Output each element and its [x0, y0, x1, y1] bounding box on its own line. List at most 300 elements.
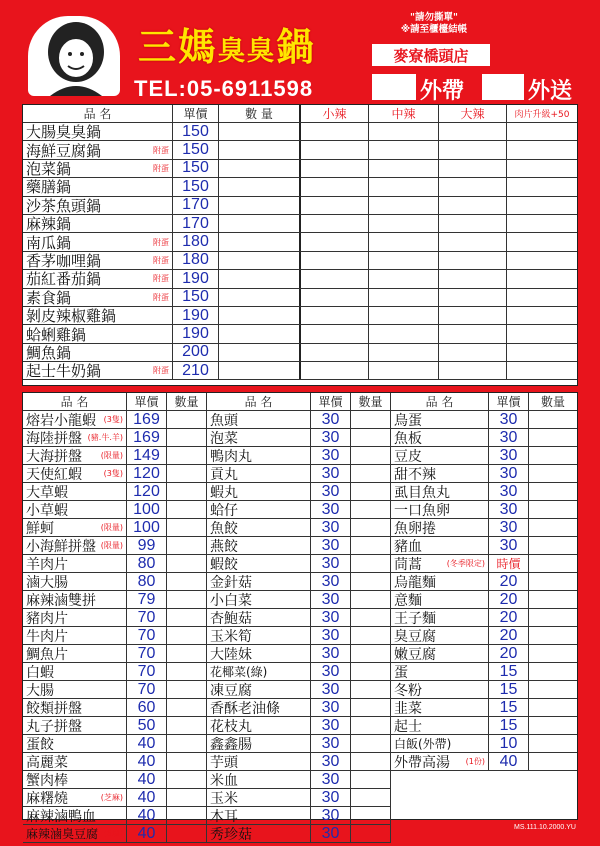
item-name-text: 蛋: [394, 664, 408, 680]
medium-field[interactable]: [369, 233, 439, 250]
hot-field[interactable]: [439, 178, 507, 195]
hot-field[interactable]: [439, 325, 507, 342]
item-price: 30: [311, 735, 351, 752]
qty-field[interactable]: [219, 215, 301, 232]
qty-field[interactable]: [529, 501, 577, 518]
side-row: [23, 663, 207, 681]
qty-field[interactable]: [219, 325, 301, 342]
item-name-text: 木耳: [210, 808, 238, 824]
hot-field[interactable]: [439, 270, 507, 287]
pot-row: [23, 178, 577, 196]
item-name-text: 羊肉片: [26, 556, 68, 572]
qty-field[interactable]: [167, 753, 207, 770]
mild-field[interactable]: [301, 123, 369, 140]
item-price: 80: [127, 555, 167, 572]
side-row: [207, 501, 391, 519]
qty-field[interactable]: [167, 771, 207, 788]
item-name-text: 鳥蛋: [394, 412, 422, 428]
hot-field[interactable]: [439, 141, 507, 158]
item-price: 30: [311, 717, 351, 734]
item-name-text: 豬血: [394, 538, 422, 554]
qty-field[interactable]: [351, 663, 391, 680]
item-name: [391, 717, 489, 734]
meat-upgrade-field[interactable]: [507, 215, 577, 232]
qty-field[interactable]: [167, 573, 207, 590]
qty-field[interactable]: [529, 753, 577, 770]
qty-field[interactable]: [167, 411, 207, 428]
meat-upgrade-field[interactable]: [507, 197, 577, 214]
meat-upgrade-field[interactable]: [507, 252, 577, 269]
item-name-text: 大草蝦: [26, 484, 68, 500]
item-price: 30: [311, 573, 351, 590]
side-row: [207, 591, 391, 609]
qty-field[interactable]: [351, 789, 391, 806]
qty-field[interactable]: [529, 681, 577, 698]
footer-code: MS.111.10.2000.YU: [513, 824, 576, 831]
side-row: [207, 555, 391, 573]
qty-field[interactable]: [167, 645, 207, 662]
medium-field[interactable]: [369, 141, 439, 158]
side-row: [391, 483, 577, 501]
qty-field[interactable]: [351, 411, 391, 428]
side-row: [391, 663, 577, 681]
medium-field[interactable]: [369, 307, 439, 324]
item-price: 190: [173, 307, 219, 324]
mild-field[interactable]: [301, 197, 369, 214]
qty-field[interactable]: [351, 465, 391, 482]
side-row: [23, 483, 207, 501]
item-name-text: 海陸拼盤: [26, 430, 82, 446]
side-header-row: [23, 393, 207, 411]
delivery-label: 外送: [528, 78, 573, 103]
qty-field[interactable]: [529, 573, 577, 590]
qty-field[interactable]: [219, 141, 301, 158]
item-name: [23, 252, 173, 269]
item-name-text: 鑫鑫腸: [210, 736, 252, 752]
qty-field[interactable]: [351, 483, 391, 500]
mild-field[interactable]: [301, 252, 369, 269]
qty-field[interactable]: [529, 699, 577, 716]
qty-field[interactable]: [351, 717, 391, 734]
medium-field[interactable]: [369, 252, 439, 269]
qty-field[interactable]: [167, 519, 207, 536]
medium-field[interactable]: [369, 270, 439, 287]
qty-field[interactable]: [219, 270, 301, 287]
side-row: [207, 447, 391, 465]
qty-field[interactable]: [167, 429, 207, 446]
hot-field[interactable]: [439, 252, 507, 269]
pot-row: [23, 344, 577, 362]
hot-field[interactable]: [439, 362, 507, 379]
qty-field[interactable]: [529, 411, 577, 428]
medium-field[interactable]: [369, 325, 439, 342]
item-name: [23, 555, 127, 572]
hot-field[interactable]: [439, 289, 507, 306]
qty-field[interactable]: [167, 663, 207, 680]
medium-field[interactable]: [369, 344, 439, 361]
item-name-text: 白飯(外帶): [394, 737, 452, 751]
side-row: [391, 645, 577, 663]
item-price: 30: [311, 411, 351, 428]
item-name: [391, 609, 489, 626]
pot-row: [23, 289, 577, 307]
qty-field[interactable]: [167, 789, 207, 806]
item-name: [23, 233, 173, 250]
item-name-text: 秀珍菇: [210, 826, 252, 842]
mild-field[interactable]: [301, 233, 369, 250]
item-tag: (6塊): [103, 829, 123, 838]
item-price: 30: [489, 465, 529, 482]
qty-field[interactable]: [167, 465, 207, 482]
meat-upgrade-field[interactable]: [507, 270, 577, 287]
item-name: [23, 807, 127, 824]
medium-field[interactable]: [369, 178, 439, 195]
item-name: [391, 501, 489, 518]
item-name-text: 麻辣滷雙拼: [26, 592, 96, 608]
side-row: [23, 771, 207, 789]
meat-upgrade-field[interactable]: [507, 362, 577, 379]
header-mild: 小辣: [301, 105, 369, 122]
item-name: [23, 160, 173, 177]
takeout-label: 外帶: [420, 78, 465, 103]
item-name-text: 王子麵: [394, 610, 436, 626]
qty-field[interactable]: [529, 447, 577, 464]
qty-field[interactable]: [167, 699, 207, 716]
item-name-text: 一口魚卵: [394, 502, 450, 518]
item-price: 40: [489, 753, 529, 770]
qty-field[interactable]: [219, 307, 301, 324]
pot-row: [23, 362, 577, 380]
item-price: 30: [311, 699, 351, 716]
qty-field[interactable]: [529, 519, 577, 536]
mild-field[interactable]: [301, 325, 369, 342]
item-price: 30: [489, 537, 529, 554]
meat-upgrade-field[interactable]: [507, 307, 577, 324]
meat-upgrade-field[interactable]: [507, 233, 577, 250]
item-price: 40: [127, 771, 167, 788]
item-price: 時價: [489, 555, 529, 572]
item-name: [23, 197, 173, 214]
item-price: 30: [311, 447, 351, 464]
qty-field[interactable]: [167, 717, 207, 734]
qty-field[interactable]: [167, 591, 207, 608]
qty-field[interactable]: [351, 429, 391, 446]
qty-field[interactable]: [351, 519, 391, 536]
pot-row: [23, 325, 577, 343]
item-tag: (限量): [100, 451, 123, 460]
header-price: 單價: [489, 393, 529, 410]
qty-field[interactable]: [351, 825, 391, 842]
qty-field[interactable]: [219, 197, 301, 214]
item-price: 30: [311, 429, 351, 446]
item-name-text: 泡菜鍋: [26, 159, 72, 178]
item-price: 30: [311, 663, 351, 680]
qty-field[interactable]: [167, 555, 207, 572]
note-checkout: ※請至櫃檯結帳: [400, 24, 468, 35]
qty-field[interactable]: [351, 447, 391, 464]
qty-field[interactable]: [219, 252, 301, 269]
side-row: [391, 699, 577, 717]
meat-upgrade-field[interactable]: [507, 344, 577, 361]
item-name-text: 烏龍麵: [394, 574, 436, 590]
side-row: [391, 627, 577, 645]
item-name-text: 凍豆腐: [210, 682, 252, 698]
meat-upgrade-field[interactable]: [507, 160, 577, 177]
side-row: [391, 465, 577, 483]
qty-field[interactable]: [351, 627, 391, 644]
qty-field[interactable]: [529, 555, 577, 572]
item-price: 30: [311, 753, 351, 770]
side-row: [23, 699, 207, 717]
item-name-text: 魚卵捲: [394, 520, 436, 536]
medium-field[interactable]: [369, 289, 439, 306]
header-price: 單價: [311, 393, 351, 410]
item-name: [391, 429, 489, 446]
item-tag: 附蛋: [153, 163, 169, 173]
medium-field[interactable]: [369, 362, 439, 379]
item-price: 30: [311, 465, 351, 482]
delivery-checkbox[interactable]: [482, 74, 524, 100]
meat-upgrade-field[interactable]: [507, 325, 577, 342]
qty-field[interactable]: [351, 573, 391, 590]
side-row: [23, 807, 207, 825]
item-name: [391, 465, 489, 482]
qty-field[interactable]: [529, 591, 577, 608]
item-name: [23, 325, 173, 342]
item-price: 20: [489, 627, 529, 644]
item-name: [23, 645, 127, 662]
qty-field[interactable]: [529, 609, 577, 626]
side-row: [391, 591, 577, 609]
mild-field[interactable]: [301, 362, 369, 379]
header-name: 品 名: [23, 393, 127, 410]
item-name-text: 杏鮑菇: [210, 610, 252, 626]
item-name: [23, 717, 127, 734]
qty-field[interactable]: [529, 663, 577, 680]
item-price: 40: [127, 807, 167, 824]
medium-field[interactable]: [369, 160, 439, 177]
store-name: 麥寮橋頭店: [372, 44, 490, 66]
side-row: [23, 609, 207, 627]
item-name-text: 玉米: [210, 790, 238, 806]
qty-field[interactable]: [167, 627, 207, 644]
item-name-text: 牛肉片: [26, 628, 68, 644]
item-name: [207, 825, 311, 842]
item-name: [391, 699, 489, 716]
side-header-row: [207, 393, 391, 411]
item-tag: 附蛋: [153, 292, 169, 302]
hot-field[interactable]: [439, 307, 507, 324]
item-name-text: 餃類拼盤: [26, 700, 82, 716]
item-name-text: 丸子拼盤: [26, 718, 82, 734]
qty-field[interactable]: [351, 645, 391, 662]
qty-field[interactable]: [529, 717, 577, 734]
pot-row: [23, 141, 577, 159]
item-name-text: 小海鮮拼盤: [26, 538, 96, 554]
item-name: [391, 411, 489, 428]
item-name-text: 鯛魚鍋: [26, 343, 72, 362]
qty-field[interactable]: [351, 735, 391, 752]
mild-field[interactable]: [301, 141, 369, 158]
qty-field[interactable]: [351, 771, 391, 788]
pot-row: [23, 233, 577, 251]
side-row: [391, 537, 577, 555]
side-col-3: [391, 393, 577, 771]
item-price: 40: [127, 753, 167, 770]
hot-field[interactable]: [439, 123, 507, 140]
item-name-text: 大腸臭臭鍋: [26, 123, 102, 141]
meat-upgrade-field[interactable]: [507, 178, 577, 195]
item-name-text: 素食鍋: [26, 288, 72, 306]
item-name: [207, 537, 311, 554]
qty-field[interactable]: [351, 681, 391, 698]
mild-field[interactable]: [301, 270, 369, 287]
medium-field[interactable]: [369, 215, 439, 232]
item-name-text: 大陸妹: [210, 646, 252, 662]
qty-field[interactable]: [351, 591, 391, 608]
item-name: [207, 789, 311, 806]
side-row: [207, 465, 391, 483]
mild-field[interactable]: [301, 344, 369, 361]
side-col-2: [207, 393, 391, 843]
qty-field[interactable]: [351, 609, 391, 626]
qty-field[interactable]: [351, 537, 391, 554]
item-name-text: 茄紅番茄鍋: [26, 270, 102, 288]
item-price: 40: [127, 789, 167, 806]
item-price: 50: [127, 717, 167, 734]
mild-field[interactable]: [301, 215, 369, 232]
qty-field[interactable]: [529, 735, 577, 752]
item-name-text: 燕餃: [210, 538, 238, 554]
meat-upgrade-field[interactable]: [507, 141, 577, 158]
item-name: [207, 411, 311, 428]
qty-field[interactable]: [167, 447, 207, 464]
brand-end: 鍋: [276, 24, 317, 69]
item-name-text: 花椰菜(綠): [210, 665, 268, 679]
mild-field[interactable]: [301, 289, 369, 306]
item-price: 30: [311, 627, 351, 644]
item-name: [391, 519, 489, 536]
item-name-text: 沙茶魚頭鍋: [26, 196, 102, 214]
item-name: [23, 519, 127, 536]
side-row: [23, 591, 207, 609]
item-name: [207, 735, 311, 752]
item-name-text: 藥膳鍋: [26, 178, 72, 196]
qty-field[interactable]: [351, 555, 391, 572]
hot-field[interactable]: [439, 197, 507, 214]
item-name: [391, 753, 489, 770]
item-price: 30: [311, 681, 351, 698]
qty-field[interactable]: [529, 627, 577, 644]
item-name-text: 白蝦: [26, 664, 54, 680]
item-name-text: 臭豆腐: [394, 628, 436, 644]
item-name: [207, 627, 311, 644]
qty-field[interactable]: [351, 807, 391, 824]
qty-field[interactable]: [219, 362, 301, 379]
qty-field[interactable]: [219, 233, 301, 250]
hot-field[interactable]: [439, 233, 507, 250]
qty-field[interactable]: [219, 160, 301, 177]
item-name: [391, 645, 489, 662]
item-price: 150: [173, 178, 219, 195]
pot-header-row: [23, 105, 577, 123]
qty-field[interactable]: [219, 123, 301, 140]
medium-field[interactable]: [369, 123, 439, 140]
item-name: [23, 215, 173, 232]
item-price: 150: [173, 141, 219, 158]
qty-field[interactable]: [167, 537, 207, 554]
item-name-text: 起士: [394, 718, 422, 734]
brand-title: [138, 16, 316, 71]
hot-field[interactable]: [439, 160, 507, 177]
qty-field[interactable]: [219, 289, 301, 306]
qty-field[interactable]: [219, 344, 301, 361]
qty-field[interactable]: [167, 483, 207, 500]
qty-field[interactable]: [351, 501, 391, 518]
item-name: [207, 771, 311, 788]
item-name: [23, 609, 127, 626]
mild-field[interactable]: [301, 307, 369, 324]
item-price: 150: [173, 123, 219, 140]
item-name-text: 大腸: [26, 682, 54, 698]
item-name-text: 米血: [210, 772, 238, 788]
side-row: [391, 735, 577, 753]
qty-field[interactable]: [167, 501, 207, 518]
qty-field[interactable]: [219, 178, 301, 195]
item-tag: (冬季限定): [446, 559, 485, 568]
item-price: 150: [173, 289, 219, 306]
item-name-text: 南瓜鍋: [26, 233, 72, 251]
item-name-text: 鴨肉丸: [210, 448, 252, 464]
item-name: [23, 501, 127, 518]
hot-field[interactable]: [439, 215, 507, 232]
item-price: 99: [127, 537, 167, 554]
qty-field[interactable]: [167, 681, 207, 698]
item-price: 30: [311, 519, 351, 536]
qty-field[interactable]: [529, 429, 577, 446]
meat-upgrade-field[interactable]: [507, 289, 577, 306]
item-price: 30: [489, 447, 529, 464]
qty-field[interactable]: [529, 645, 577, 662]
item-tag: (限量): [100, 523, 123, 532]
item-price: 30: [311, 501, 351, 518]
side-row: [23, 519, 207, 537]
qty-field[interactable]: [351, 753, 391, 770]
item-price: 30: [489, 411, 529, 428]
brand-sub: 臭臭: [218, 36, 277, 67]
item-name: [23, 483, 127, 500]
qty-field[interactable]: [167, 825, 207, 842]
meat-upgrade-field[interactable]: [507, 123, 577, 140]
qty-field[interactable]: [529, 483, 577, 500]
qty-field[interactable]: [167, 735, 207, 752]
qty-field[interactable]: [167, 609, 207, 626]
takeout-checkbox[interactable]: [372, 74, 416, 100]
hot-field[interactable]: [439, 344, 507, 361]
qty-field[interactable]: [167, 807, 207, 824]
item-name: [23, 307, 173, 324]
item-name-text: 大海拼盤: [26, 448, 82, 464]
mild-field[interactable]: [301, 178, 369, 195]
mild-field[interactable]: [301, 160, 369, 177]
qty-field[interactable]: [351, 699, 391, 716]
header-meat-upgrade: 肉片升級+50: [514, 110, 570, 120]
qty-field[interactable]: [529, 465, 577, 482]
item-name: [207, 519, 311, 536]
qty-field[interactable]: [529, 537, 577, 554]
item-price: 70: [127, 681, 167, 698]
medium-field[interactable]: [369, 197, 439, 214]
